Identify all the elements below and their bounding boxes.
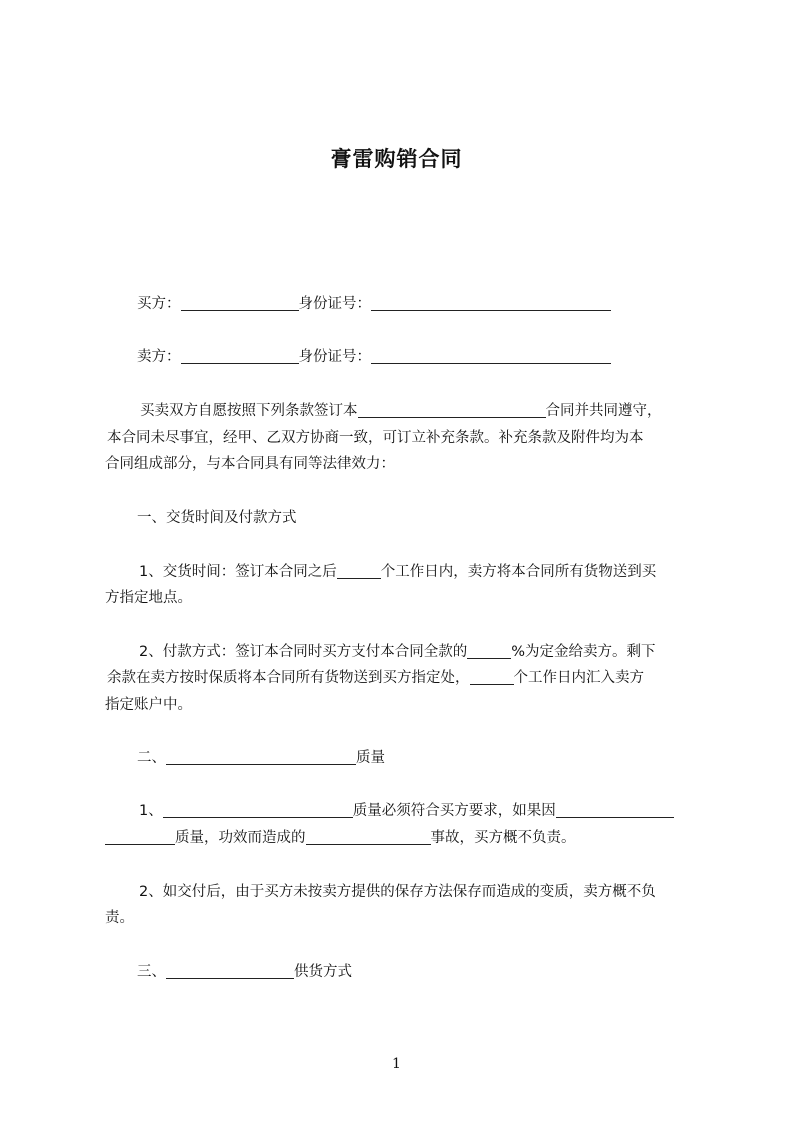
s2-text: 事故，买方概不负责。 xyxy=(430,830,576,846)
buyer-line xyxy=(137,292,715,313)
s1-text: 余款在卖方按时保质将本合同所有货物送到买方指定处， xyxy=(107,670,470,686)
s2-suffix: 质量 xyxy=(356,750,385,766)
intro-text: 合同并共同遵守， xyxy=(545,403,662,419)
intro-text: 买卖双方自愿按照下列条款签订本 xyxy=(140,403,358,419)
intro-line-1 xyxy=(140,399,715,420)
payment-days-blank[interactable] xyxy=(470,669,514,685)
buyer-id-label: 身份证号： xyxy=(298,296,371,312)
accident-blank[interactable] xyxy=(306,829,431,845)
cause-blank-cont[interactable] xyxy=(105,829,175,845)
s1-p1-line-1 xyxy=(139,560,715,581)
s1-text: 个工作日内，卖方将本合同所有货物送到买 xyxy=(380,564,657,580)
s2-p1-line-2 xyxy=(105,826,715,847)
seller-name-blank[interactable] xyxy=(181,348,299,364)
s2-p2-line-2: 责。 xyxy=(105,910,134,926)
s2-text: 1、 xyxy=(139,803,163,819)
s1-text: 1、交货时间：签订本合同之后 xyxy=(139,564,337,580)
buyer-label: 买方： xyxy=(137,296,181,312)
product-blank[interactable] xyxy=(163,802,353,818)
s3-prefix: 三、 xyxy=(137,964,166,980)
seller-line xyxy=(137,345,715,366)
s1-p2-line-2 xyxy=(107,666,717,687)
section-2-heading xyxy=(137,746,715,767)
buyer-name-blank[interactable] xyxy=(181,295,299,311)
page-number: 1 xyxy=(392,1056,401,1072)
contract-name-blank[interactable] xyxy=(358,402,546,418)
document-title: 膏雷购销合同 xyxy=(330,147,463,171)
s3-suffix: 供货方式 xyxy=(294,964,352,980)
s2-p2-line-1: 2、如交付后，由于买方未按卖方提供的保存方法保存而造成的变质，卖方概不负 xyxy=(139,884,656,900)
intro-line-3: 合同组成部分，与本合同具有同等法律效力： xyxy=(105,456,395,472)
s3-title-blank[interactable] xyxy=(166,963,294,979)
intro-line-2: 本合同未尽事宜，经甲、乙双方协商一致，可订立补充条款。补充条款及附件均为本 xyxy=(107,430,644,446)
s2-p1-line-1 xyxy=(139,799,715,820)
s1-p2-line-1 xyxy=(139,640,715,661)
deposit-percent-blank[interactable] xyxy=(467,643,511,659)
s1-text: 个工作日内汇入卖方 xyxy=(513,670,644,686)
buyer-id-blank[interactable] xyxy=(371,295,611,311)
s1-p2-line-3: 指定账户中。 xyxy=(105,697,192,713)
cause-blank[interactable] xyxy=(556,802,674,818)
s2-text: 质量，功效而造成的 xyxy=(175,830,306,846)
s2-text: 质量必须符合买方要求，如果因 xyxy=(352,803,556,819)
seller-id-blank[interactable] xyxy=(371,348,611,364)
s2-prefix: 二、 xyxy=(137,750,166,766)
section-1-heading: 一、交货时间及付款方式 xyxy=(137,510,297,526)
seller-id-label: 身份证号： xyxy=(298,349,371,365)
s2-title-blank[interactable] xyxy=(166,749,356,765)
s1-text: 2、付款方式：签订本合同时买方支付本合同全款的 xyxy=(139,644,468,660)
s1-text: %为定金给卖方。剩下 xyxy=(511,644,656,660)
section-3-heading xyxy=(137,960,715,981)
delivery-days-blank[interactable] xyxy=(337,563,381,579)
seller-label: 卖方： xyxy=(137,349,181,365)
s1-p1-line-2: 方指定地点。 xyxy=(105,590,192,606)
